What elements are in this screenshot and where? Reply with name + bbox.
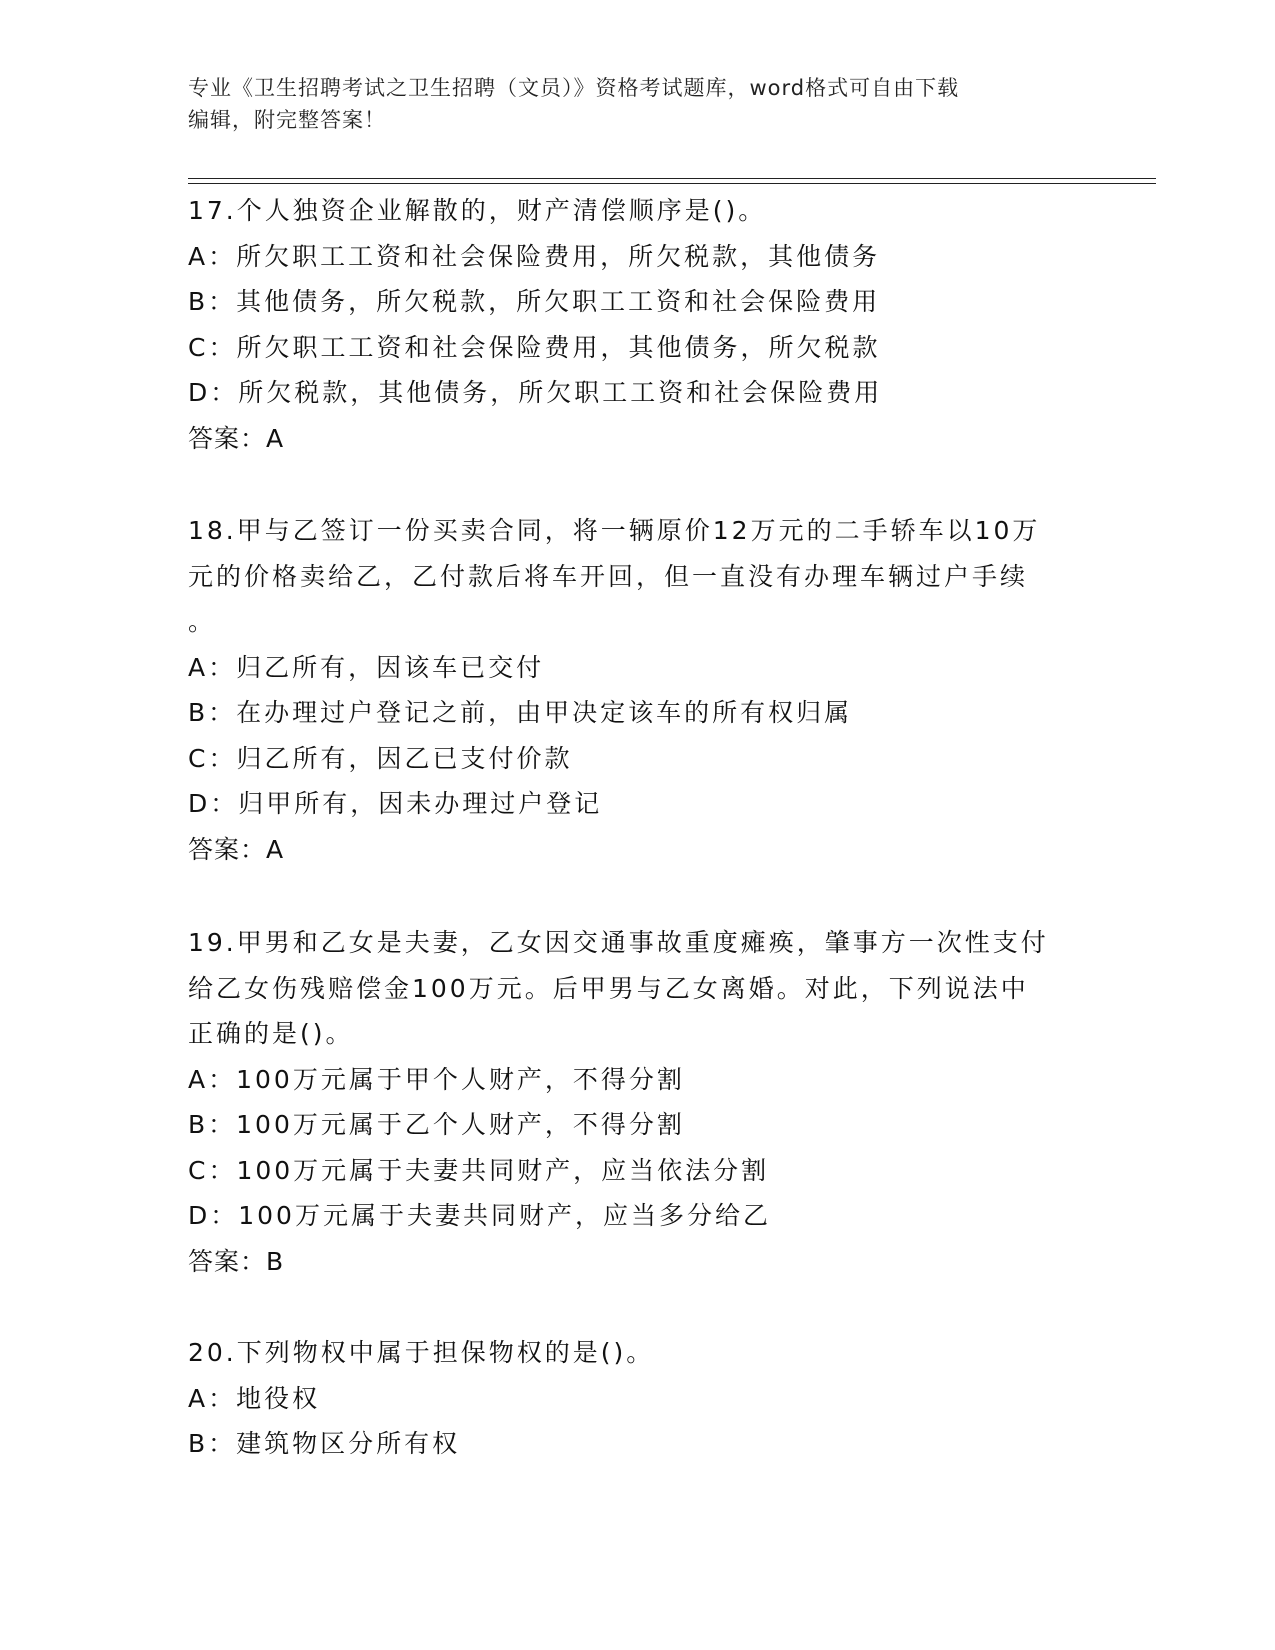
header-divider-top bbox=[188, 178, 1156, 179]
option-b: B：其他债务，所欠税款，所欠职工工资和社会保险费用 bbox=[188, 287, 881, 316]
option-a: A：归乙所有，因该车已交付 bbox=[188, 652, 545, 682]
option-c: C：100万元属于夫妻共同财产，应当依法分割 bbox=[188, 1155, 770, 1185]
document-header bbox=[188, 72, 1088, 136]
question-stem-line: 元的价格卖给乙，乙付款后将车开回，但一直没有办理车辆过户手续 bbox=[188, 561, 1029, 591]
question-stem-line: 给乙女伤残赔偿金100万元。后甲男与乙女离婚。对此，下列说法中 bbox=[188, 973, 1029, 1003]
option-b: B：100万元属于乙个人财产，不得分割 bbox=[188, 1110, 685, 1139]
option-a: A：100万元属于甲个人财产，不得分割 bbox=[188, 1064, 685, 1094]
question-stem-line: 。 bbox=[188, 607, 217, 636]
question-18 bbox=[188, 508, 1088, 872]
header-line-1: 专业《卫生招聘考试之卫生招聘（文员）》资格考试题库，word格式可自由下载 bbox=[188, 76, 960, 100]
option-c: C：所欠职工工资和社会保险费用，其他债务，所欠税款 bbox=[188, 332, 881, 362]
option-d: D：100万元属于夫妻共同财产，应当多分给乙 bbox=[188, 1201, 771, 1230]
question-17 bbox=[188, 188, 1088, 461]
option-d: D：所欠税款，其他债务，所欠职工工资和社会保险费用 bbox=[188, 378, 883, 407]
answer-line: 答案：B bbox=[188, 1246, 285, 1276]
question-stem-line: 正确的是()。 bbox=[188, 1019, 354, 1048]
option-c: C：归乙所有，因乙已支付价款 bbox=[188, 743, 573, 773]
option-b: B：在办理过户登记之前，由甲决定该车的所有权归属 bbox=[188, 698, 853, 727]
question-20 bbox=[188, 1330, 1088, 1467]
question-stem-line: 19.甲男和乙女是夫妻，乙女因交通事故重度瘫痪，肇事方一次性支付 bbox=[188, 928, 1049, 957]
answer-line: 答案：A bbox=[188, 834, 285, 864]
header-divider-bottom bbox=[188, 183, 1156, 184]
option-a: A：所欠职工工资和社会保险费用，所欠税款，其他债务 bbox=[188, 241, 881, 271]
question-stem-line: 20.下列物权中属于担保物权的是()。 bbox=[188, 1338, 655, 1367]
header-line-2: 编辑，附完整答案！ bbox=[188, 108, 386, 132]
option-d: D：归甲所有，因未办理过户登记 bbox=[188, 789, 603, 818]
option-b: B：建筑物区分所有权 bbox=[188, 1429, 461, 1458]
question-stem-line: 18.甲与乙签订一份买卖合同，将一辆原价12万元的二手轿车以10万 bbox=[188, 516, 1041, 545]
question-stem-line: 17.个人独资企业解散的，财产清偿顺序是()。 bbox=[188, 196, 767, 225]
answer-line: 答案：A bbox=[188, 423, 285, 453]
question-19 bbox=[188, 920, 1088, 1284]
option-a: A：地役权 bbox=[188, 1383, 321, 1413]
